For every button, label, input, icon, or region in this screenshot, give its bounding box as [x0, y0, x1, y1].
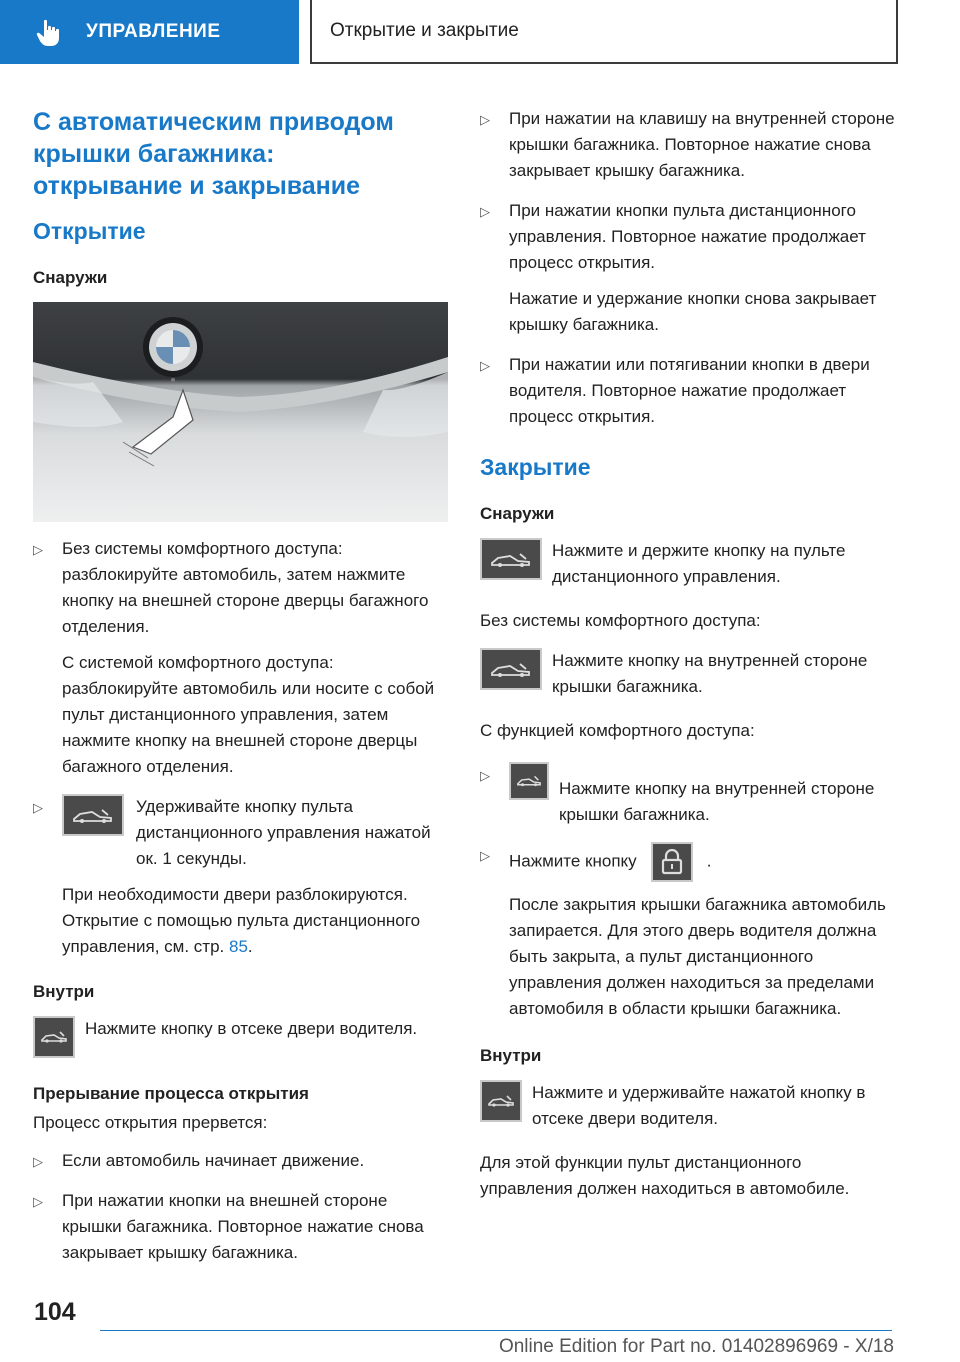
bullet-subtext [62, 882, 448, 960]
final-text: Для этой функции пульт дистанционного управления должен находиться в автомобиле. [480, 1153, 850, 1198]
inside-instruction [33, 1016, 448, 1058]
header-title-box [310, 0, 898, 64]
inside-instruction [480, 1080, 895, 1132]
bullet-subtext: С системой комфортного доступа: разблокируйте автомобиль или носите с собой пульт дистанционного управления, затем нажмите кнопку на внешней стороне дверцы багажного отделения. [62, 653, 435, 776]
list-item [480, 842, 895, 1022]
list-item [480, 198, 895, 338]
bullet-text: Нажмите кнопку [509, 851, 637, 871]
list-item [33, 1148, 448, 1174]
trunk-button-icon [509, 762, 549, 800]
bullet-text: Удерживайте кнопку пульта дистанционного управления нажатой ок. 1 секунды. [136, 797, 431, 868]
triangle-bullet-icon: ▷ [33, 542, 43, 557]
list-item [33, 794, 448, 960]
triangle-bullet-icon: ▷ [480, 358, 490, 373]
triangle-bullet-icon: ▷ [33, 1194, 43, 1209]
no-comfort-label: Без системы комфортного доступа: [480, 611, 761, 630]
triangle-bullet-icon: ▷ [33, 1154, 43, 1169]
page-heading: С автоматическим приводом крышки багажника: открывание и закрывание [33, 108, 394, 200]
opening-title: Открытие [33, 218, 146, 244]
interrupt-text: Процесс открытия прервется: [33, 1113, 268, 1132]
section-tab[interactable] [0, 0, 299, 64]
bullet-text: Без системы комфортного доступа: разблокируйте автомобиль, затем нажмите кнопку на внешней стороне дверцы багажного отделения. [62, 539, 429, 636]
trunk-button-photo [33, 302, 448, 522]
bullet-text: При нажатии или потягивании кнопки в двери водителя. Повторное нажатие продолжает процесс открытия. [509, 355, 870, 426]
bullet-text: При нажатии кнопки на внешней стороне крышки багажника. Повторное нажатие снова закрывает крышку багажника. [62, 1191, 424, 1262]
inside-text: Нажмите и удерживайте нажатой кнопку в отсеке двери водителя. [532, 1083, 866, 1128]
triangle-bullet-icon: ▷ [480, 768, 490, 783]
list-item [480, 352, 895, 430]
bullet-subtext-body: При необходимости двери разблокируются. Открытие с помощью пульта дистанционного управления, см. стр. [62, 885, 421, 956]
with-comfort-label: С функцией комфортного доступа: [480, 721, 755, 740]
bullet-subtext: После закрытия крышки багажника автомобиль запирается. Для этого дверь водителя должна быть закрыта, а пульт дистанционного управления должен находиться за пределами автомобиля в области крышки багажника. [509, 895, 886, 1018]
trunk-button-icon [480, 648, 542, 690]
trunk-remote-icon [480, 538, 542, 580]
section-label: УПРАВЛЕНИЕ [86, 21, 221, 42]
list-item [480, 762, 895, 828]
hand-icon [36, 19, 62, 47]
period: . [706, 851, 712, 871]
no-comfort-instruction [480, 648, 895, 700]
trunk-remote-icon [62, 794, 124, 836]
page-link[interactable]: 85 [229, 937, 248, 956]
bullet-text: Если автомобиль начинает движение. [62, 1151, 365, 1170]
list-item [480, 106, 895, 184]
door-button-icon [480, 1080, 522, 1122]
bullet-subtext: Нажатие и удержание кнопки снова закрывает крышку багажника. [509, 289, 877, 334]
right-column [480, 106, 895, 1202]
edition-text: Online Edition for Part no. 01402896969 - X/18 [498, 1336, 894, 1357]
outside-label: Снаружи [480, 504, 555, 523]
list-item [33, 1188, 448, 1266]
left-column [33, 100, 448, 1280]
outside-label: Снаружи [33, 268, 108, 287]
interrupt-title: Прерывание процесса открытия [33, 1084, 309, 1103]
triangle-bullet-icon: ▷ [480, 112, 490, 127]
bullet-text: Нажмите кнопку на внутренней стороне крышки багажника. [559, 779, 875, 824]
door-button-icon [33, 1016, 75, 1058]
list-item [33, 536, 448, 780]
bullet-text: При нажатии кнопки пульта дистанционного управления. Повторное нажатие продолжает процесс открытия. [509, 201, 866, 272]
inside-label: Внутри [33, 982, 95, 1001]
footer-divider [100, 1330, 892, 1331]
period: . [247, 937, 253, 956]
triangle-bullet-icon: ▷ [480, 204, 490, 219]
triangle-bullet-icon: ▷ [480, 848, 490, 863]
triangle-bullet-icon: ▷ [33, 800, 43, 815]
page-number: 104 [34, 1298, 76, 1326]
inside-label: Внутри [480, 1046, 542, 1065]
page-header [0, 0, 960, 66]
outside-instruction [480, 538, 895, 590]
bullet-text: При нажатии на клавишу на внутренней стороне крышки багажника. Повторное нажатие снова закрывает крышку багажника. [509, 109, 895, 180]
chapter-title: Открытие и закрытие [330, 20, 519, 41]
no-comfort-text: Нажмите кнопку на внутренней стороне крышки багажника. [552, 651, 868, 696]
inside-text: Нажмите кнопку в отсеке двери водителя. [85, 1019, 418, 1038]
closing-title: Закрытие [480, 454, 591, 480]
outside-text: Нажмите и держите кнопку на пульте дистанционного управления. [552, 541, 846, 586]
lock-icon [651, 842, 693, 882]
